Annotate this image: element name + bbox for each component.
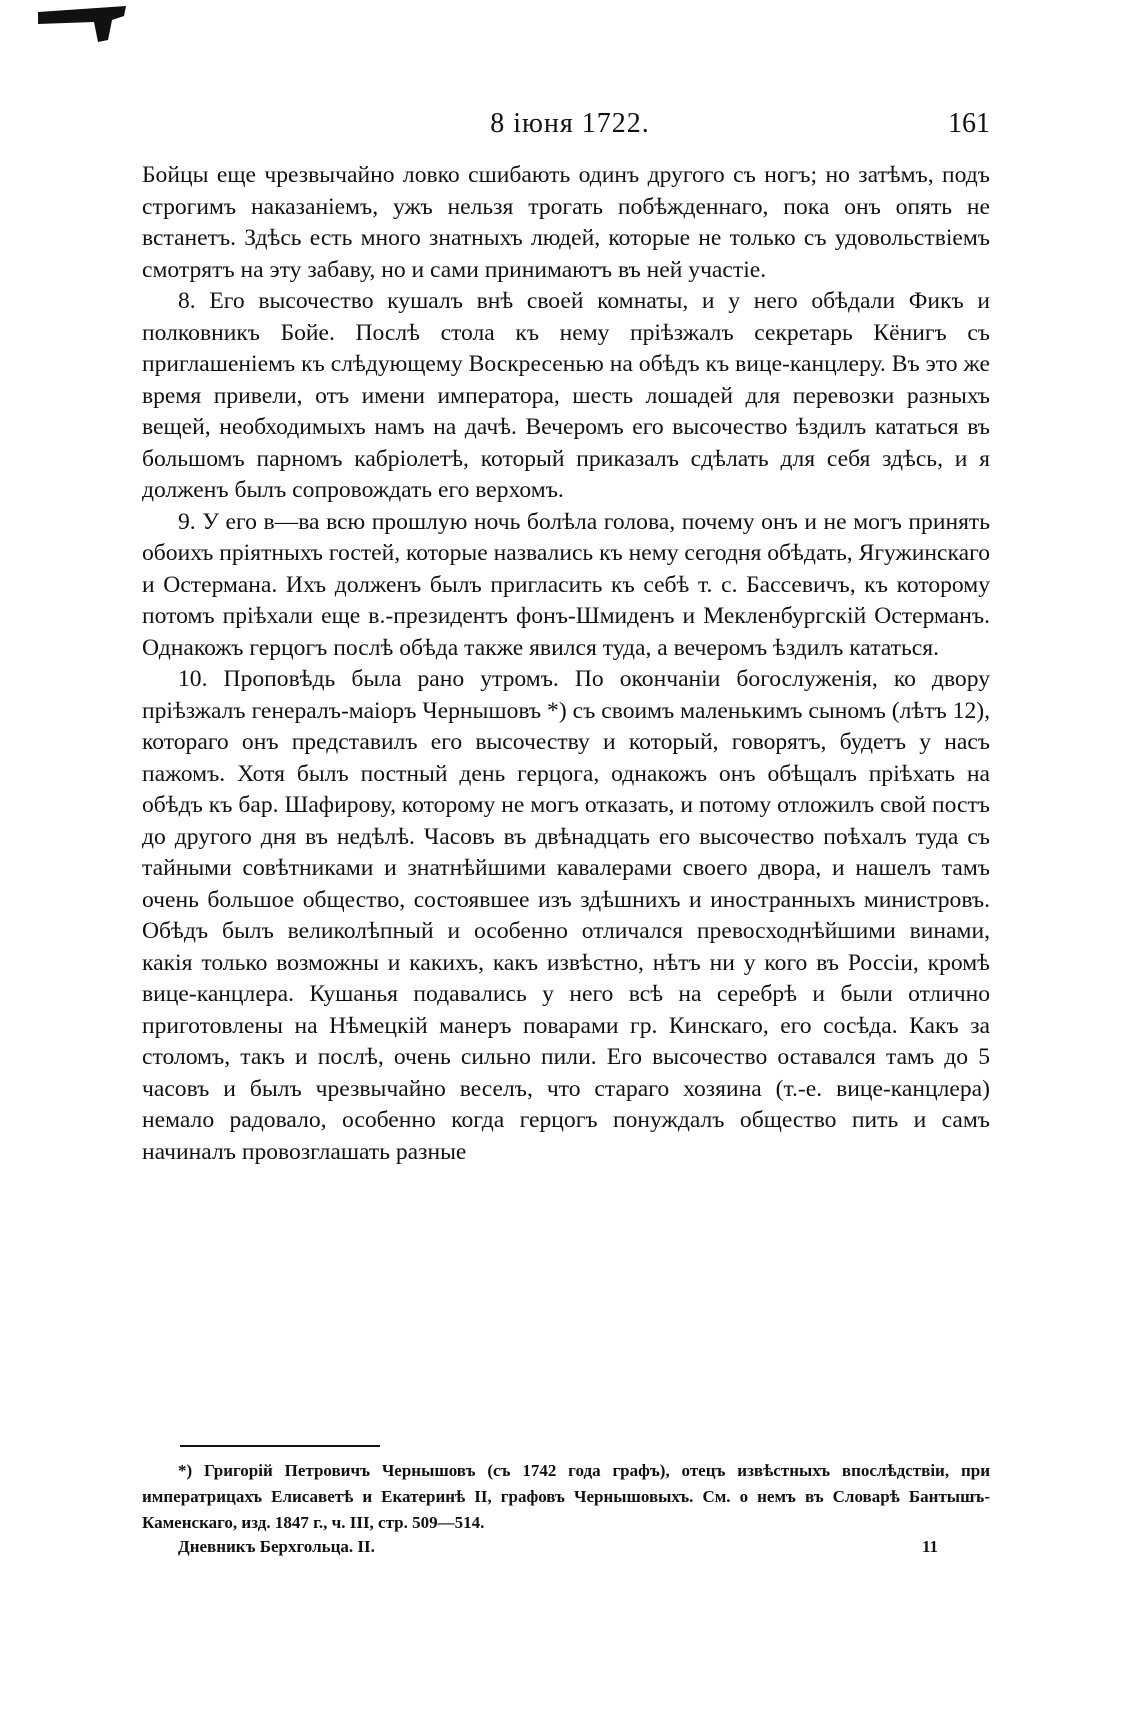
running-header (0, 108, 1140, 148)
page-number: 161 (948, 108, 990, 139)
sheet-number: 11 (921, 1537, 938, 1556)
body-text (142, 160, 990, 1168)
running-title: 8 іюня 1722. (490, 108, 650, 139)
scan-corner-mark (38, 6, 126, 42)
paragraph: Бойцы еще чрезвычайно ловко сшибають одинъ другого съ ногъ; но затѣмъ, подъ строгимъ наказаніемъ, ужъ нельзя трогать побѣжденнаго, пока онъ опять не встанетъ. Здѣсь есть много знатныхъ людей, которые не только съ удовольствіемъ смотрятъ на эту забаву, но и сами принимаютъ въ ней участіе. (142, 162, 990, 283)
paragraph: 10. Проповѣдь была рано утромъ. По окончаніи богослуженія, ко двору пріѣзжалъ генералъ-маіоръ Чернышовъ *) съ своимъ маленькимъ сыномъ (лѣтъ 12), котораго онъ представилъ его высочеству и который, говорятъ, будетъ у насъ пажомъ. Хотя былъ постный день герцога, однакожъ онъ обѣщалъ пріѣхать на обѣдъ къ бар. Шафирову, которому не могъ отказать, и потому отложилъ свой постъ до другого дня въ недѣлѣ. Часовъ въ двѣнадцать его высочество поѣхалъ туда съ тайными совѣтниками и знатнѣйшими кавалерами своего двора, и нашелъ тамъ очень большое общество, состоявшее изъ здѣшнихъ и иностранныхъ министровъ. Обѣдъ былъ великолѣпный и особенно отличался превосходнѣйшими винами, какія только возможны и какихъ, какъ извѣстно, нѣтъ ни у кого въ Россіи, кромѣ вице-канцлера. Кушанья подавались у него всѣ на серебрѣ и были отлично приготовлены на Нѣмецкій манеръ поварами гр. Кинскаго, его сосѣда. Какъ за столомъ, такъ и послѣ, очень сильно пили. Его высочество оставался тамъ до 5 часовъ и былъ чрезвычайно веселъ, что стараго хозяина (т.-е. вице-канцлера) немало радовало, особенно когда герцогъ понуждалъ общество пить и самъ начиналъ провозглашать разные (142, 666, 990, 1165)
paragraph: 9. У его в—ва всю прошлую ночь болѣла голова, почему онъ и не могъ принять обоихъ пріятныхъ гостей, которые назвались къ нему сегодня обѣдать, Ягужинскаго и Остермана. Ихъ долженъ былъ пригласить къ себѣ т. с. Бассевичъ, къ которому потомъ пріѣхали еще в.-президентъ фонъ-Шмиденъ и Мекленбургскій Остерманъ. Однакожъ герцогъ послѣ обѣда также явился туда, а вечеромъ ѣздилъ кататься. (142, 508, 990, 661)
paragraph: 8. Его высочество кушалъ внѣ своей комнаты, и у него обѣдали Фикъ и полковникъ Бойе. Послѣ стола къ нему пріѣзжалъ секретарь Кёнигъ съ приглашеніемъ къ слѣдующему Воскресенью на обѣдъ къ вице-канцлеру. Въ это же время привели, отъ имени императора, шесть лошадей для перевозки разныхъ вещей, необходимыхъ намъ на дачѣ. Вечеромъ его высочество ѣздилъ кататься въ большомъ парномъ кабріолетѣ, который приказалъ сдѣлать для себя здѣсь, и я долженъ былъ сопровождать его верхомъ. (142, 288, 990, 503)
footnote-divider (180, 1445, 380, 1447)
footnote (142, 1458, 990, 1536)
footnote-text: *) Григорій Петровичъ Чернышовъ (съ 1742 года графъ), отецъ извѣстныхъ впослѣдствіи, при императрицахъ Елисаветѣ и Екатеринѣ II, графовъ Чернышовыхъ. См. о немъ въ Словарѣ Бантышъ-Каменскаго, изд. 1847 г., ч. III, стр. 509—514. (142, 1461, 990, 1532)
signature-line (178, 1537, 938, 1563)
book-signature: Дневникъ Берхгольца. II. (178, 1537, 375, 1556)
